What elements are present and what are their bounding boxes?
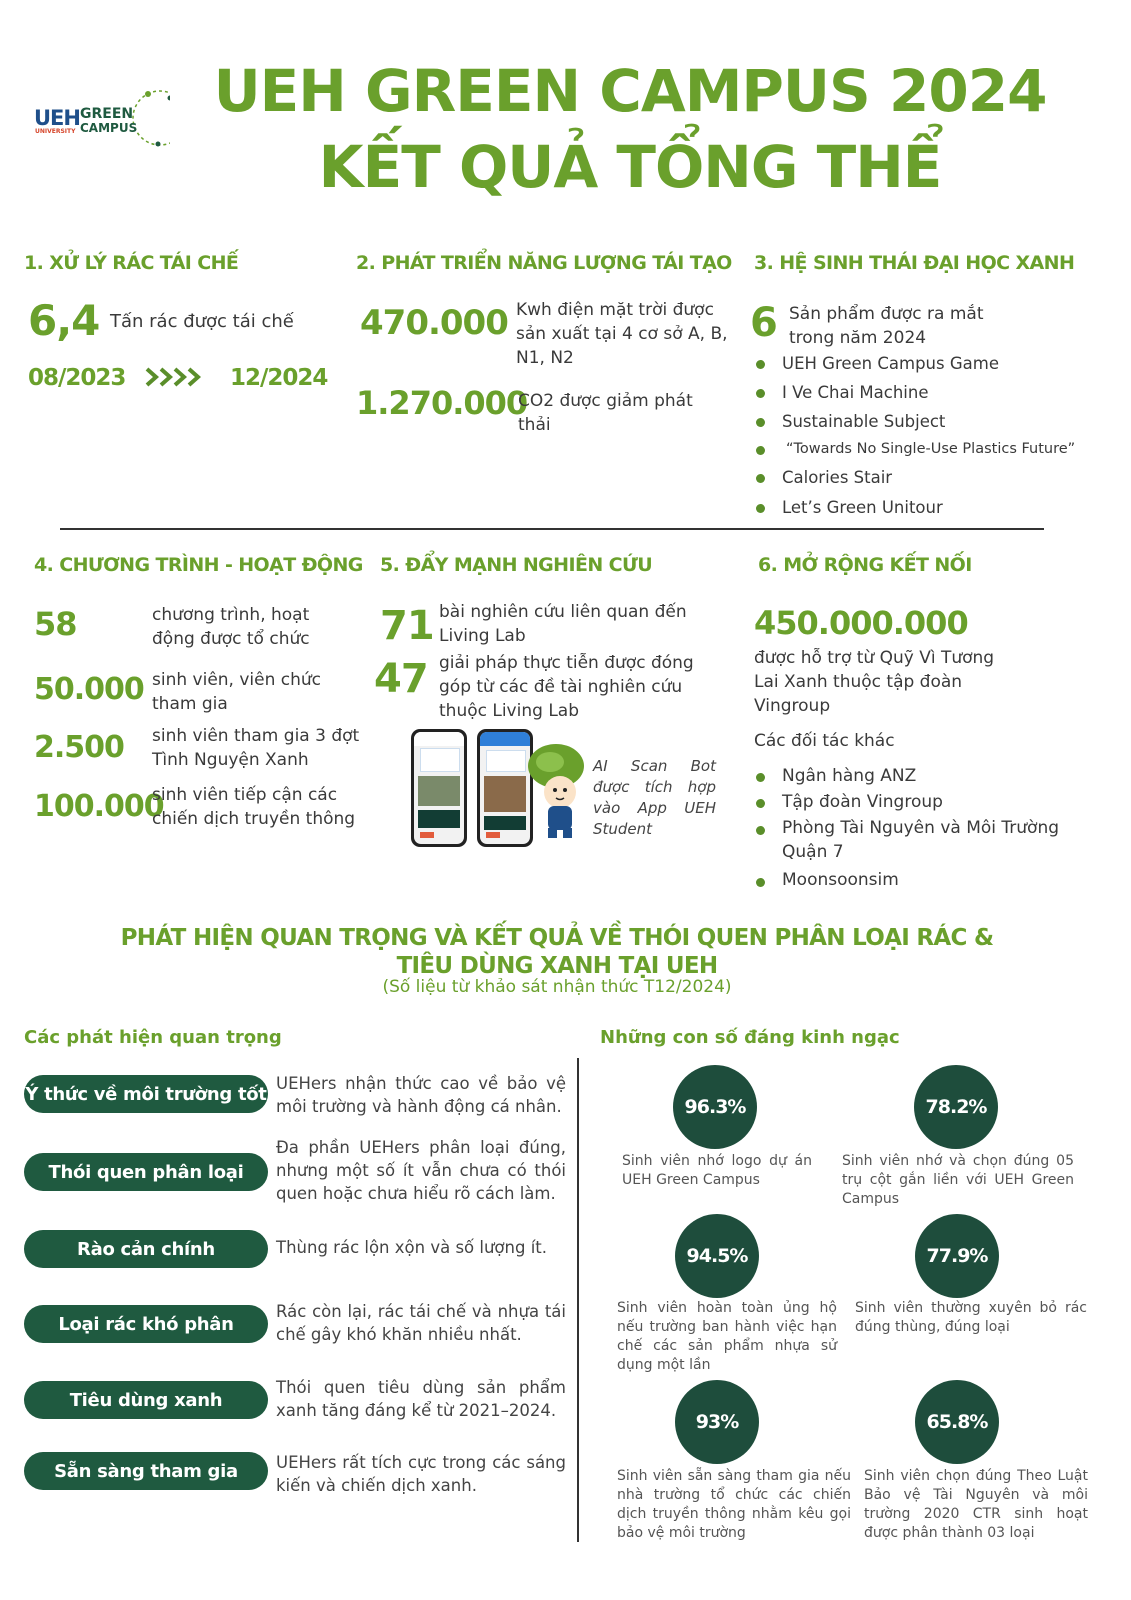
finding-label: Rào cản chính (24, 1230, 268, 1268)
finding-label: Ý thức về môi trường tốt (24, 1075, 268, 1113)
period-end: 12/2024 (230, 365, 328, 391)
fund-label: được hỗ trợ từ Quỹ Vì Tương Lai Xanh thuộc tập đoàn Vingroup (754, 648, 995, 716)
stat-caption: Sinh viên hoàn toàn ủng hộ nếu trường ban hành việc hạn chế các sản phẩm nhựa sử dụng một lần (617, 1300, 837, 1373)
section-4-heading: 4. CHƯƠNG TRÌNH - HOẠT ĐỘNG (34, 554, 363, 576)
finding-text: UEHers rất tích cực trong các sáng kiến và chiến dịch xanh. (276, 1453, 566, 1495)
list-bullet (756, 389, 765, 398)
survey-subtitle: (Số liệu từ khảo sát nhận thức T12/2024) (382, 977, 732, 997)
mascot-icon (528, 744, 590, 844)
stat-caption: Sinh viên sẵn sàng tham gia nếu nhà trường tổ chức các chiến dịch truyền thông nhằm kêu gọi bảo vệ môi trường (617, 1468, 851, 1541)
reach-value: 100.000 (34, 789, 164, 824)
stat-circle: 78.2% (914, 1065, 998, 1149)
list-bullet (756, 418, 765, 427)
logo-green: GREEN (80, 106, 134, 122)
section-6-heading: 6. MỞ RỘNG KẾT NỐI (758, 554, 972, 576)
list-item: Ngân hàng ANZ (782, 766, 917, 786)
stat-circle: 93% (675, 1380, 759, 1464)
solar-value: 470.000 (360, 303, 508, 343)
list-bullet (756, 878, 765, 887)
divider (60, 528, 1044, 530)
logo-university: UNIVERSITY (35, 128, 76, 135)
stat-circle: 77.9% (915, 1214, 999, 1298)
participants-label: sinh viên, viên chức tham gia (152, 670, 322, 714)
stat-circle: 96.3% (673, 1065, 757, 1149)
section-3-heading: 3. HỆ SINH THÁI ĐẠI HỌC XANH (754, 252, 1075, 274)
stat-circle: 65.8% (915, 1380, 999, 1464)
finding-label: Thói quen phân loại (24, 1153, 268, 1191)
volunteers-label: sinh viên tham gia 3 đợt Tình Nguyện Xanh (152, 726, 360, 770)
list-bullet (756, 474, 765, 483)
page-title: UEH GREEN CAMPUS 2024 (213, 57, 1047, 125)
logo-campus: CAMPUS (80, 121, 138, 135)
list-item: Phòng Tài Nguyên và Môi Trường Quận 7 (782, 818, 1060, 862)
activities-value: 58 (34, 605, 77, 643)
app-screenshot (411, 729, 467, 847)
list-bullet (756, 360, 765, 369)
ai-caption: AI Scan Bot được tích hợp vào App UEH Student (593, 757, 716, 838)
reach-label: sinh viên tiếp cận các chiến dịch truyền thông (152, 785, 356, 829)
period-start: 08/2023 (28, 365, 126, 391)
finding-text: Rác còn lại, rác tái chế và nhựa tái chế gây khó khăn nhiều nhất. (276, 1302, 566, 1344)
logo-ueh: UEH (34, 106, 80, 130)
activities-label: chương trình, hoạt động được tổ chức (152, 605, 310, 649)
co2-label: CO2 được giảm phát thải (518, 391, 693, 435)
solutions-label: giải pháp thực tiễn được đóng góp từ các đề tài nghiên cứu thuộc Living Lab (439, 653, 694, 721)
logo (30, 84, 170, 150)
stat-caption: Sinh viên chọn đúng Theo Luật Bảo vệ Tài Nguyên và môi trường 2020 CTR sinh hoạt được phân thành 03 loại (864, 1468, 1088, 1541)
app-screenshot (477, 729, 533, 847)
volunteers-value: 2.500 (34, 730, 124, 765)
survey-title: PHÁT HIỆN QUAN TRỌNG VÀ KẾT QUẢ VỀ THÓI QUEN PHÂN LOẠI RÁC & TIÊU DÙNG XANH TẠI UEH (120, 925, 994, 979)
list-item: I Ve Chai Machine (782, 383, 929, 402)
finding-label: Sẵn sàng tham gia (24, 1452, 268, 1490)
solutions-value: 47 (374, 656, 428, 702)
list-item: Tập đoàn Vingroup (782, 792, 943, 812)
page-subtitle: KẾT QUẢ TỔNG THỂ (318, 133, 942, 201)
section-1-heading: 1. XỬ LÝ RÁC TÁI CHẾ (24, 252, 239, 274)
papers-value: 71 (380, 603, 434, 649)
stat-circle: 94.5% (675, 1214, 759, 1298)
participants-value: 50.000 (34, 672, 144, 707)
list-bullet (756, 504, 765, 513)
list-bullet (756, 826, 765, 835)
findings-heading: Các phát hiện quan trọng (24, 1027, 282, 1048)
list-item: “Towards No Single-Use Plastics Future” (786, 441, 1076, 457)
list-item: UEH Green Campus Game (782, 354, 999, 373)
list-item: Moonsoonsim (782, 870, 899, 890)
list-item: Let’s Green Unitour (782, 498, 943, 517)
stats-heading: Những con số đáng kinh ngạc (600, 1027, 900, 1048)
products-label: Sản phẩm được ra mắt trong năm 2024 (789, 304, 984, 348)
list-item: Sustainable Subject (782, 412, 946, 431)
products-value: 6 (750, 300, 777, 346)
stat-caption: Sinh viên thường xuyên bỏ rác đúng thùng, đúng loại (855, 1300, 1087, 1335)
solar-label: Kwh điện mặt trời được sản xuất tại 4 cơ sở A, B, N1, N2 (516, 300, 728, 368)
stat-caption: Sinh viên nhớ và chọn đúng 05 trụ cột gắn liền với UEH Green Campus (842, 1153, 1074, 1207)
finding-label: Tiêu dùng xanh (24, 1381, 268, 1419)
finding-text: Đa phần UEHers phân loại đúng, nhưng một số ít vẫn chưa có thói quen hoặc chưa hiểu rõ cách làm. (276, 1138, 566, 1203)
list-bullet (756, 773, 765, 782)
section-2-heading: 2. PHÁT TRIỂN NĂNG LƯỢNG TÁI TẠO (356, 252, 732, 274)
section-5-heading: 5. ĐẨY MẠNH NGHIÊN CỨU (380, 554, 653, 576)
arrows-icon (145, 366, 209, 392)
list-bullet (756, 446, 765, 455)
list-bullet (756, 799, 765, 808)
fund-value: 450.000.000 (754, 604, 968, 642)
finding-text: Thói quen tiêu dùng sản phẩm xanh tăng đáng kể từ 2021–2024. (276, 1378, 566, 1420)
papers-label: bài nghiên cứu liên quan đến Living Lab (439, 602, 687, 646)
stat-caption: Sinh viên nhớ logo dự án UEH Green Campus (622, 1153, 812, 1188)
recycled-label: Tấn rác được tái chế (110, 311, 294, 332)
list-item: Calories Stair (782, 468, 893, 487)
partners-label: Các đối tác khác (754, 731, 895, 751)
column-divider (577, 1058, 579, 1542)
co2-value: 1.270.000 (356, 384, 528, 422)
finding-label: Loại rác khó phân (24, 1305, 268, 1343)
finding-text: UEHers nhận thức cao về bảo vệ môi trường và hành động cá nhân. (276, 1074, 566, 1116)
finding-text: Thùng rác lộn xộn và số lượng ít. (276, 1238, 547, 1257)
recycled-value: 6,4 (28, 296, 100, 345)
